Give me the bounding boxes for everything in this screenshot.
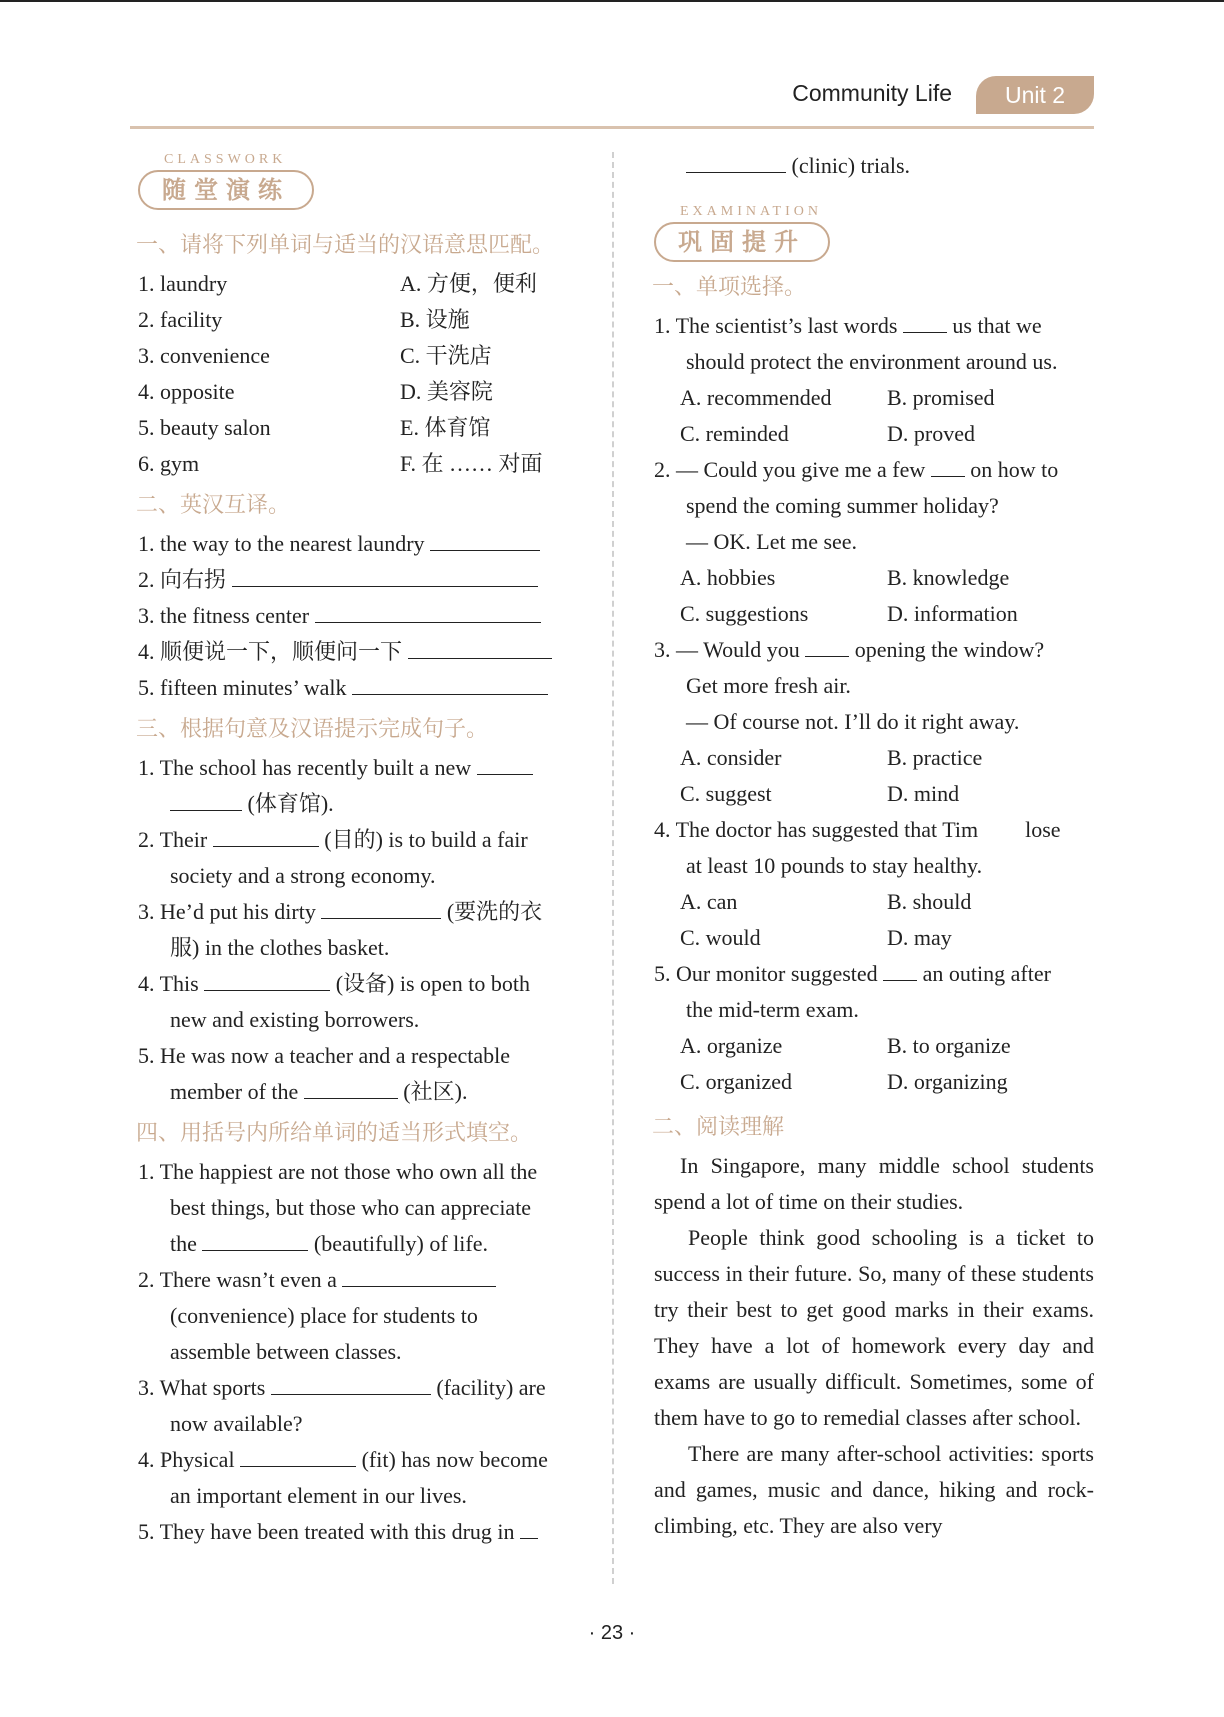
question-text: (facility) are xyxy=(436,1375,546,1400)
question-line: society and a strong economy. xyxy=(170,863,436,888)
question-item xyxy=(138,1262,578,1298)
match-word: 5. beauty salon xyxy=(138,415,271,440)
section-title: 二、英汉互译。 xyxy=(136,493,291,518)
header-rule xyxy=(130,126,1094,129)
question-text: 4. This xyxy=(138,971,199,996)
mc-question xyxy=(654,632,1094,668)
match-word: 4. opposite xyxy=(138,379,235,404)
question-text: opening the window? xyxy=(854,637,1045,662)
question-text: (要洗的衣 xyxy=(446,899,543,924)
question-item xyxy=(138,1442,578,1478)
section-title: 一、请将下列单词与适当的汉语意思匹配。 xyxy=(136,233,555,258)
translate-item xyxy=(138,526,578,562)
mc-option[interactable]: B. promised xyxy=(887,385,995,410)
answer-blank[interactable] xyxy=(352,672,548,695)
question-line: best things, but those who can appreciate xyxy=(170,1195,532,1220)
left-column xyxy=(138,228,578,1550)
question-text: 4. Physical xyxy=(138,1447,235,1472)
mc-option[interactable]: C. organized xyxy=(680,1069,793,1094)
question-line: new and existing borrowers. xyxy=(170,1007,420,1032)
reading-paragraph: In Singapore, many middle school students spend a lot of time on their studies. xyxy=(654,1153,1094,1214)
mc-options xyxy=(654,380,1094,416)
translate-prompt: 4. 顺便说一下，顺便问一下 xyxy=(138,639,403,664)
question-text: lose xyxy=(1025,817,1061,842)
mc-options xyxy=(654,1064,1094,1100)
column-divider xyxy=(612,152,614,1584)
mc-option[interactable]: B. to organize xyxy=(887,1033,1011,1058)
question-item: 1. The happiest are not those who own all the xyxy=(138,1159,538,1184)
answer-blank[interactable] xyxy=(520,1516,538,1539)
classwork-badge xyxy=(138,152,314,210)
question-line xyxy=(138,1074,578,1110)
mc-question xyxy=(654,812,1094,848)
match-meaning: E. 体育馆 xyxy=(400,415,491,440)
question-line: now available? xyxy=(170,1411,303,1436)
translate-prompt: 1. the way to the nearest laundry xyxy=(138,531,425,556)
match-meaning: F. 在 …… 对面 xyxy=(400,451,543,476)
question-text: 5. They have been treated with this drug in xyxy=(138,1519,515,1544)
answer-blank[interactable] xyxy=(202,1228,308,1251)
mc-option[interactable]: A. organize xyxy=(680,1033,783,1058)
question-text: 1. The school has recently built a new xyxy=(138,755,472,780)
question-text: 5. Our monitor suggested xyxy=(654,961,878,986)
answer-blank[interactable] xyxy=(232,564,538,587)
mc-question xyxy=(654,308,1094,344)
question-line xyxy=(654,148,1094,184)
answer-blank[interactable] xyxy=(213,824,319,847)
match-row xyxy=(138,446,578,482)
question-line: spend the coming summer holiday? xyxy=(686,493,999,518)
question-text: (设备) is open to both xyxy=(335,971,531,996)
mc-option[interactable]: A. can xyxy=(680,889,738,914)
question-text: 2. — Could you give me a few xyxy=(654,457,926,482)
answer-blank[interactable] xyxy=(805,634,849,657)
question-line: should protect the environment around us. xyxy=(686,349,1058,374)
match-word: 3. convenience xyxy=(138,343,270,368)
question-text: (beautifully) of life. xyxy=(313,1231,488,1256)
match-word: 6. gym xyxy=(138,451,200,476)
question-line: — OK. Let me see. xyxy=(686,529,858,554)
translate-item xyxy=(138,562,578,598)
section-title: 三、根据句意及汉语提示完成句子。 xyxy=(136,717,489,742)
answer-blank[interactable] xyxy=(408,636,552,659)
question-line: Get more fresh air. xyxy=(686,673,851,698)
translate-prompt: 3. the fitness center xyxy=(138,603,310,628)
header-title: Community Life xyxy=(792,80,952,106)
match-word: 2. facility xyxy=(138,307,223,332)
question-line: — Of course not. I’ll do it right away. xyxy=(686,709,1020,734)
mc-options xyxy=(654,884,1094,920)
answer-blank[interactable] xyxy=(321,896,441,919)
match-row xyxy=(138,410,578,446)
question-line: an important element in our lives. xyxy=(170,1483,467,1508)
answer-blank[interactable] xyxy=(170,788,242,811)
right-column xyxy=(654,148,1094,184)
mc-option[interactable]: D. organizing xyxy=(887,1069,1008,1094)
question-text: 2. There wasn’t even a xyxy=(138,1267,337,1292)
examination-label-en: EXAMINATION xyxy=(680,204,822,219)
mc-option[interactable]: C. would xyxy=(680,925,761,950)
reading-paragraph: There are many after-school activities: sports and games, music and dance, hiking and rock-climbing, etc. They are also very xyxy=(654,1441,1094,1538)
question-line xyxy=(138,1226,578,1262)
examination-label-zh: 巩固提升 xyxy=(654,222,830,262)
question-line xyxy=(138,786,578,822)
question-line: the mid-term exam. xyxy=(686,997,859,1022)
mc-options xyxy=(654,560,1094,596)
mc-option[interactable]: A. hobbies xyxy=(680,565,776,590)
match-row xyxy=(138,338,578,374)
reading-paragraph: People think good schooling is a ticket to success in their future. So, many of these students try their best to get good marks in their exams. They have a lot of homework every day and exams are usually difficult. Sometimes, some of them have to go to remedial classes after school. xyxy=(654,1225,1094,1430)
section-title: 四、用括号内所给单词的适当形式填空。 xyxy=(136,1121,533,1146)
question-item xyxy=(138,750,578,786)
classwork-label-en: CLASSWORK xyxy=(164,152,287,167)
answer-blank[interactable] xyxy=(430,528,540,551)
translate-prompt: 5. fifteen minutes’ walk xyxy=(138,675,347,700)
question-text: 3. — Would you xyxy=(654,637,800,662)
question-text: member of the xyxy=(170,1079,299,1104)
right-column-body xyxy=(654,270,1094,1544)
mc-options xyxy=(654,1028,1094,1064)
mc-option[interactable]: D. may xyxy=(887,925,952,950)
answer-blank[interactable] xyxy=(271,1372,431,1395)
mc-option[interactable]: A. consider xyxy=(680,745,782,770)
question-text: the xyxy=(170,1231,197,1256)
question-text: on how to xyxy=(970,457,1059,482)
answer-blank[interactable] xyxy=(240,1444,356,1467)
page-number: · 23 · xyxy=(588,1622,636,1644)
question-text: 1. The scientist’s last words xyxy=(654,313,898,338)
mc-options xyxy=(654,740,1094,776)
translate-prompt: 2. 向右拐 xyxy=(138,567,227,592)
question-item: 5. He was now a teacher and a respectable xyxy=(138,1043,510,1068)
question-text: 2. Their xyxy=(138,827,208,852)
match-meaning: A. 方便，便利 xyxy=(400,271,537,296)
translate-item xyxy=(138,670,578,706)
question-text: (体育馆). xyxy=(247,791,334,816)
answer-blank[interactable] xyxy=(342,1264,496,1287)
question-line: assemble between classes. xyxy=(170,1339,402,1364)
translate-item xyxy=(138,598,578,634)
answer-blank[interactable] xyxy=(315,600,541,623)
question-item xyxy=(138,1370,578,1406)
question-item xyxy=(138,894,578,930)
question-text: 3. He’d put his dirty xyxy=(138,899,316,924)
mc-option[interactable]: C. suggestions xyxy=(680,601,809,626)
match-row xyxy=(138,302,578,338)
match-row xyxy=(138,266,578,302)
question-line: at least 10 pounds to stay healthy. xyxy=(686,853,983,878)
question-item xyxy=(138,822,578,858)
mc-option[interactable]: B. knowledge xyxy=(887,565,1010,590)
mc-option[interactable]: D. proved xyxy=(887,421,975,446)
match-meaning: D. 美容院 xyxy=(400,379,493,404)
section-title: 二、阅读理解 xyxy=(652,1115,785,1140)
question-text: us that we xyxy=(952,313,1042,338)
mc-option[interactable]: A. recommended xyxy=(680,385,832,410)
match-meaning: C. 干洗店 xyxy=(400,343,492,368)
answer-blank[interactable] xyxy=(686,150,786,173)
mc-question xyxy=(654,956,1094,992)
question-text: (clinic) trials. xyxy=(791,153,911,178)
question-text: (社区). xyxy=(403,1079,468,1104)
top-border xyxy=(0,0,1224,2)
question-line: 服) in the clothes basket. xyxy=(170,935,390,960)
mc-options xyxy=(654,776,1094,812)
answer-blank[interactable] xyxy=(477,752,533,775)
question-text: an outing after xyxy=(922,961,1051,986)
mc-option[interactable]: B. should xyxy=(887,889,972,914)
match-row xyxy=(138,374,578,410)
match-meaning: B. 设施 xyxy=(400,307,470,332)
question-line: (convenience) place for students to xyxy=(170,1303,478,1328)
mc-option[interactable]: B. practice xyxy=(887,745,983,770)
question-item xyxy=(138,966,578,1002)
answer-blank[interactable] xyxy=(304,1076,398,1099)
section-title: 一、单项选择。 xyxy=(652,275,807,300)
classwork-label-zh: 随堂演练 xyxy=(138,170,314,210)
answer-blank[interactable] xyxy=(204,968,330,991)
mc-option[interactable]: C. suggest xyxy=(680,781,772,806)
question-text: (fit) has now become xyxy=(361,1447,548,1472)
answer-blank[interactable] xyxy=(883,958,917,981)
match-word: 1. laundry xyxy=(138,271,228,296)
question-text: (目的) is to build a fair xyxy=(324,827,528,852)
mc-option[interactable]: D. mind xyxy=(887,781,960,806)
question-text: 4. The doctor has suggested that Tim xyxy=(654,817,979,842)
answer-blank[interactable] xyxy=(903,310,947,333)
mc-options xyxy=(654,416,1094,452)
mc-options xyxy=(654,596,1094,632)
mc-question xyxy=(654,452,1094,488)
mc-options xyxy=(654,920,1094,956)
question-text: 3. What sports xyxy=(138,1375,266,1400)
translate-item xyxy=(138,634,578,670)
question-item xyxy=(138,1514,578,1550)
mc-option[interactable]: D. information xyxy=(887,601,1018,626)
unit-badge: Unit 2 xyxy=(976,76,1094,114)
mc-option[interactable]: C. reminded xyxy=(680,421,789,446)
answer-blank[interactable] xyxy=(931,454,965,477)
examination-badge xyxy=(654,204,830,262)
